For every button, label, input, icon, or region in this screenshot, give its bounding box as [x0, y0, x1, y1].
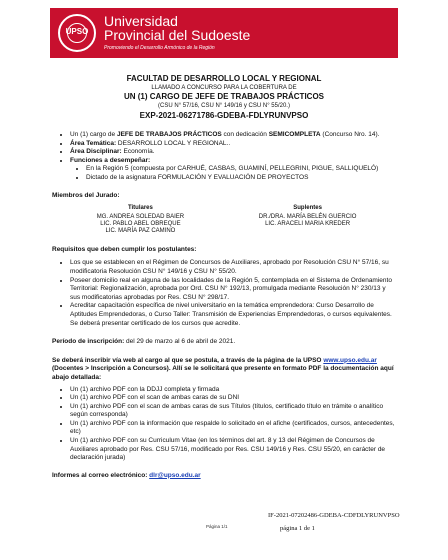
expediente-number: EXP-2021-06271786-GDEBA-FDLYRUNVPSO — [139, 111, 309, 120]
list-item: • Poseer domicilio real en alguna de las localidades de la Región 5, contemplada en el Sistema de Ordenamiento Territorial: Regionalización, aprobada por Ord. CSU N° 192/13, promulgada mediante Resolución N° 230/13 y sus modificatorias aprobadas por Res. CSU N° 298/17. — [70, 277, 396, 303]
jury-member: LIC. ARACELI MARIA KREDER — [265, 220, 351, 227]
titulares-column — [72, 205, 209, 236]
university-tagline: Promoviendo el Desarrollo Armónico de la Región — [104, 45, 215, 51]
jury-heading: Miembros del Jurado: — [52, 191, 120, 199]
document-body — [52, 64, 396, 480]
list-item: • Un (1) archivo PDF con su Curriculum Vitae (en los términos del art. 8 y 13 del Régimen de Concursos de Auxiliares aprobado por Res. CSU 57/16, modificado por Res. CSU 149/16 y Res. CSU 55/20, en carácter de declaración jurada) — [70, 437, 396, 463]
functions-list — [70, 165, 396, 182]
page-indicator-small: Página 1/1 — [206, 524, 228, 529]
registration-instructions: Se deberá inscribir vía web al cargo al que se postula, a través de la página de la UPSO www.upso.edu.ar (Docentes > Inscripción a Concursos). Allí se le solicitará que presente en formato PDF la documentación aquí abajo detallada: — [52, 356, 394, 381]
jury-member: MG. ANDREA SOLEDAD BAIER — [96, 213, 185, 220]
university-name-line2: Provincial del Sudoeste — [104, 27, 251, 43]
list-item: • Acreditar capacitación específica de nivel universitario en la temática emprendedora: Curso Desarrollo de Aptitudes Emprendedoras, o Curso Taller: Transmisión de Experiencias Emprendedoras, o cursos equivalentes. Se deberá presentar certificado de los cursos que acredite. — [70, 302, 396, 328]
faculty-title: FACULTAD DE DESARROLLO LOCAL Y REGIONAL — [126, 74, 322, 83]
list-item: • Un (1) cargo de JEFE DE TRABAJOS PRÁCTICOS con dedicación SEMICOMPLETA (Concurso Nro. 14). — [70, 131, 396, 140]
list-item: • En la Región 5 (compuesta por CARHUÉ, CASBAS, GUAMINÍ, PELLEGRINI, PIGUE, SALLIQUELÓ) — [86, 165, 396, 174]
contact-email-link[interactable]: dlr@upso.edu.ar — [149, 471, 201, 479]
contact-line: Informes al correo electrónico: dlr@upso.edu.ar — [52, 471, 201, 479]
requirements-heading: Requisitos que deben cumplir los postulantes: — [52, 245, 197, 253]
csu-references: (CSU N° 57/16, CSU N° 149/16 y CSU N° 55/20.) — [158, 103, 290, 109]
upso-website-link[interactable]: www.upso.edu.ar — [323, 356, 377, 364]
list-item: • Un (1) archivo PDF con la información que respalde lo solicitado en el afiche (certificados, cursos, antecedentes, etc) — [70, 420, 396, 437]
titulares-label: Titulares — [127, 205, 153, 212]
logo-text: UPSO — [65, 27, 89, 36]
list-item: • Funciones a desempeñar: • En la Región 5 (compuesta por CARHUÉ, CASBAS, GUAMINÍ, PELLEGRINI, PIGUE, SALLIQUELÓ) • Dictado de la asignatura FORMULACIÓN Y EVALUACIÓN DE PROYECTOS — [70, 157, 396, 183]
list-item: • Un (1) archivo PDF con el scan de ambas caras de su DNI — [70, 394, 396, 403]
list-item: • Los que se establecen en el Régimen de Concursos de Auxiliares, aprobado por Resolución CSU N° 57/16, su modificatoria Resolución CSU N° 149/16 y CSU N° 55/20. — [70, 259, 396, 276]
jury-columns — [72, 205, 376, 236]
document-id: IF-2021-07202486-GDEBA-CDFDLYRUNVPSO — [268, 512, 400, 519]
page-indicator: página 1 de 1 — [280, 525, 315, 532]
university-name-line1: Universidad — [104, 13, 178, 29]
suplentes-column — [239, 205, 376, 236]
documents-list — [52, 386, 396, 463]
suplentes-label: Suplentes — [293, 205, 322, 212]
list-item: • Dictado de la asignatura FORMULACIÓN Y EVALUACIÓN DE PROYECTOS — [86, 174, 396, 183]
jury-member: LIC. MARÍA PAZ CAMINO — [105, 228, 176, 235]
registration-period: Período de inscripción: del 29 de marzo al 6 de abril de 2021. — [52, 338, 236, 346]
list-item: • Área Disciplinar: Economía. — [70, 148, 396, 157]
list-item: • Área Temática: DESARROLLO LOCAL Y REGIONAL.. — [70, 140, 396, 149]
jury-member: DR./DRA. MARÍA BELÉN GUERCIO — [258, 213, 357, 220]
university-logo — [58, 14, 96, 52]
position-title: UN (1) CARGO DE JEFE DE TRABAJOS PRÁCTICOS — [123, 92, 325, 101]
details-list — [52, 131, 396, 183]
jury-member: LIC. PABLO ABEL OBREQUE — [100, 220, 181, 227]
university-header — [50, 8, 398, 58]
list-item: • Un (1) archivo PDF con el scan de ambas caras de sus Títulos (títulos, certificado título en trámite o analítico según corresponda) — [70, 403, 396, 420]
list-item: • Un (1) archivo PDF con la DDJJ completa y firmada — [70, 386, 396, 395]
call-subtitle: LLAMADO A CONCURSO PARA LA COBERTURA DE — [151, 85, 297, 91]
requirements-list — [52, 259, 396, 328]
